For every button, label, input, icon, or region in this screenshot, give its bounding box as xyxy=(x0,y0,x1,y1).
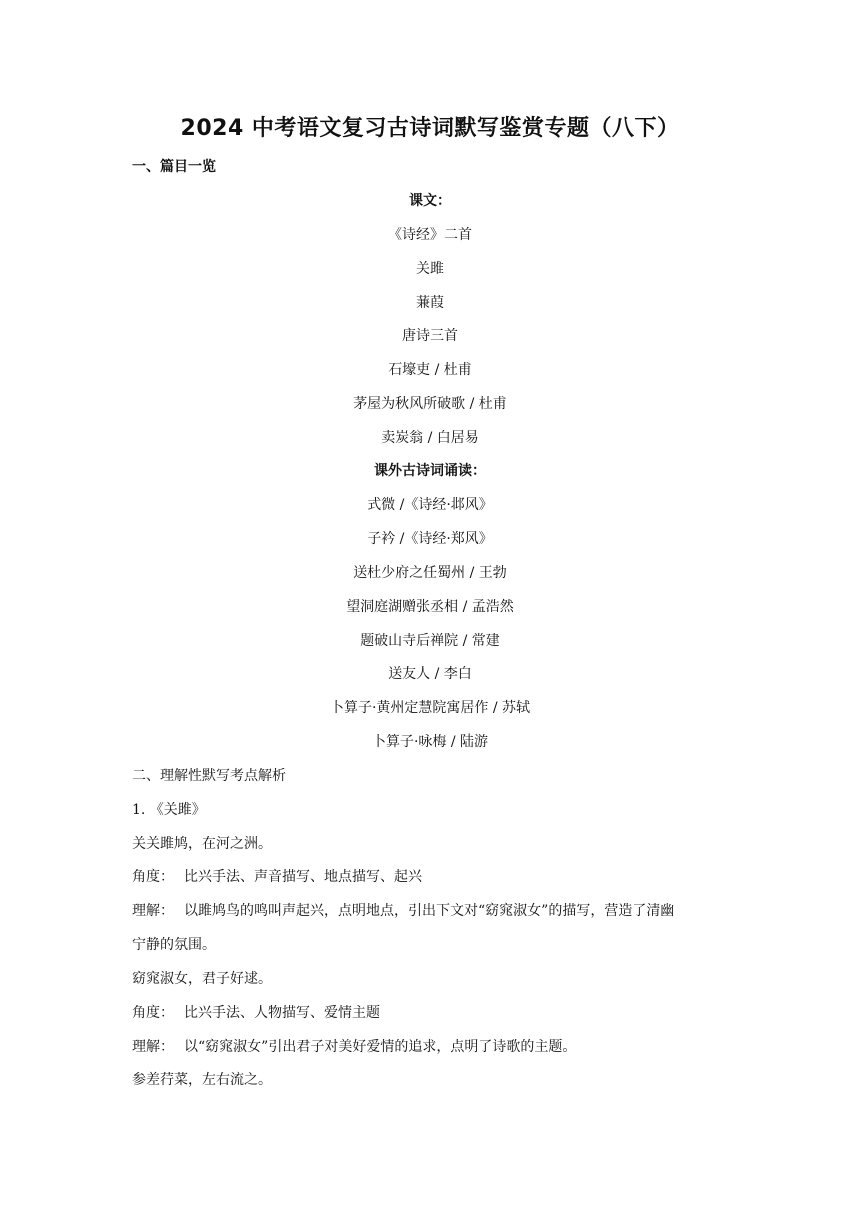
kewen-item: 唐诗三首 xyxy=(402,328,458,344)
extra-item: 式微 /《诗经·邶风》 xyxy=(367,497,493,513)
extra-item: 送友人 / 李白 xyxy=(388,666,472,682)
kewen-item: 蒹葭 xyxy=(416,295,444,311)
extra-item: 望洞庭湖赠张丞相 / 孟浩然 xyxy=(346,599,514,615)
kewen-heading: 课文： xyxy=(409,193,451,209)
poem-line: 窈窕淑女，君子好逑。 xyxy=(132,971,272,987)
angle-row xyxy=(132,1002,752,1024)
understand-label: 理解： xyxy=(132,903,174,919)
extra-item: 送杜少府之任蜀州 / 王勃 xyxy=(353,565,507,581)
kewen-item: 石壕吏 / 杜甫 xyxy=(388,362,472,378)
extra-heading: 课外古诗词诵读： xyxy=(374,463,486,479)
angle-label: 角度： xyxy=(132,869,174,885)
extra-item: 子衿 /《诗经·郑风》 xyxy=(367,531,493,547)
extra-item: 题破山寺后禅院 / 常建 xyxy=(360,633,500,649)
poem-line: 参差荇菜，左右流之。 xyxy=(132,1072,272,1088)
kewen-item: 《诗经》二首 xyxy=(388,227,472,243)
extra-item: 卜算子·咏梅 / 陆游 xyxy=(371,734,489,750)
section2-heading: 二、理解性默写考点解析 xyxy=(132,768,286,784)
kewen-item: 茅屋为秋风所破歌 / 杜甫 xyxy=(353,396,507,412)
understand-row xyxy=(132,900,752,922)
angle-row xyxy=(132,866,752,888)
kewen-item: 关雎 xyxy=(416,261,444,277)
kewen-item: 卖炭翁 / 白居易 xyxy=(381,430,479,446)
understand-row xyxy=(132,1036,752,1058)
angle-text: 比兴手法、人物描写、爱情主题 xyxy=(184,1005,380,1021)
document-title: 2024 中考语文复习古诗词默写鉴赏专题（八下） xyxy=(180,116,680,141)
understand-text: 以“窈窕淑女”引出君子对美好爱情的追求，点明了诗歌的主题。 xyxy=(184,1039,577,1055)
poem-line: 关关雎鸠，在河之洲。 xyxy=(132,836,272,852)
understand-text: 以雎鸠鸟的鸣叫声起兴，点明地点，引出下文对“窈窕淑女”的描写，营造了清幽 xyxy=(184,903,675,919)
section1-heading: 一、篇目一览 xyxy=(132,159,216,175)
angle-label: 角度： xyxy=(132,1005,174,1021)
understand-continued: 宁静的氛围。 xyxy=(132,937,216,953)
extra-item: 卜算子·黄州定慧院寓居作 / 苏轼 xyxy=(329,700,531,716)
understand-label: 理解： xyxy=(132,1039,174,1055)
angle-text: 比兴手法、声音描写、地点描写、起兴 xyxy=(184,869,422,885)
item-title: 1. 《关雎》 xyxy=(132,802,206,818)
